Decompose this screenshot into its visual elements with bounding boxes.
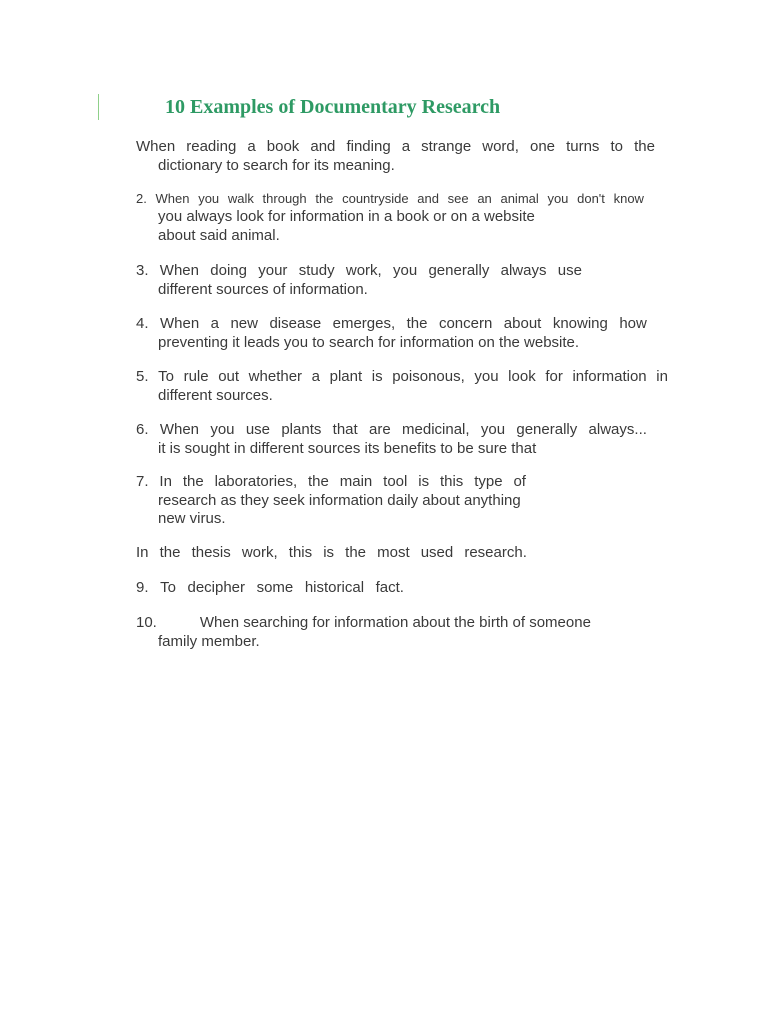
word: rule: [183, 368, 209, 385]
list-item: [136, 315, 647, 352]
list-item: [136, 544, 527, 563]
word: doing: [210, 262, 247, 279]
word: most: [377, 544, 410, 561]
word: countryside: [342, 191, 409, 206]
word: When: [155, 191, 190, 206]
word: one: [529, 138, 556, 155]
word: tool: [383, 473, 408, 490]
word: type: [474, 473, 503, 490]
word: of: [513, 473, 526, 490]
item-text: [136, 614, 591, 633]
word: and: [310, 138, 336, 155]
word: 5.: [136, 368, 149, 385]
word: your: [258, 262, 288, 279]
item-text: [136, 368, 668, 387]
item-text: [136, 579, 404, 598]
word: disease: [269, 315, 322, 332]
word: 2.: [136, 191, 147, 206]
word: work,: [345, 262, 382, 279]
item-first-line: When searching for information about the birth of someone: [199, 614, 591, 631]
word: emerges,: [332, 315, 396, 332]
list-item: [136, 368, 668, 405]
word: whether: [248, 368, 303, 385]
word: you: [198, 191, 220, 206]
word: don't: [577, 191, 605, 206]
word: When: [159, 421, 200, 438]
list-item: [136, 262, 582, 299]
word: new: [230, 315, 258, 332]
word: a: [311, 368, 320, 385]
word: you: [474, 368, 499, 385]
list-item: [136, 138, 655, 175]
word: this: [439, 473, 464, 490]
word: always: [500, 262, 547, 279]
item-text: family member.: [158, 632, 260, 650]
item-text: different sources of information.: [158, 280, 368, 298]
word: that: [332, 421, 358, 438]
word: always...: [588, 421, 647, 438]
word: look: [508, 368, 536, 385]
item-text: [136, 473, 526, 492]
word: thesis: [191, 544, 231, 561]
word: the: [634, 138, 655, 155]
word: strange: [421, 138, 472, 155]
item-text: dictionary to search for its meaning.: [158, 156, 395, 174]
item-text: [136, 544, 527, 563]
word: knowing: [552, 315, 608, 332]
word: When: [159, 315, 200, 332]
word: to: [610, 138, 624, 155]
word: you: [392, 262, 418, 279]
item-text: about said animal.: [158, 226, 280, 244]
word: medicinal,: [402, 421, 470, 438]
word: 3.: [136, 262, 149, 279]
word: is: [371, 368, 383, 385]
word: 4.: [136, 315, 149, 332]
word: the: [182, 473, 204, 490]
word: a: [210, 315, 219, 332]
word: generally: [516, 421, 578, 438]
word: you: [210, 421, 235, 438]
word: research.: [464, 544, 527, 561]
word: you: [547, 191, 569, 206]
word: finding: [346, 138, 391, 155]
word: is: [323, 544, 335, 561]
word: concern: [438, 315, 493, 332]
word: plant: [329, 368, 363, 385]
word: about: [503, 315, 542, 332]
item-text: it is sought in different sources its benefits to be sure that: [158, 439, 537, 457]
word: 6.: [136, 421, 149, 438]
item-number: 10.: [136, 614, 157, 631]
word: the: [308, 473, 329, 490]
word: for: [545, 368, 563, 385]
word: poisonous,: [392, 368, 465, 385]
word: fact.: [375, 579, 404, 596]
word: To: [160, 579, 176, 596]
word: work,: [241, 544, 278, 561]
word: through: [262, 191, 307, 206]
item-text: [136, 138, 655, 157]
list-item: [136, 614, 591, 651]
word: and: [417, 191, 439, 206]
word: information: [572, 368, 647, 385]
word: an: [477, 191, 492, 206]
word: used: [420, 544, 454, 561]
word: When: [136, 138, 176, 155]
word: see: [447, 191, 469, 206]
page-title: 10 Examples of Documentary Research: [165, 96, 501, 118]
word: main: [339, 473, 373, 490]
word: the: [159, 544, 181, 561]
item-text: [136, 190, 644, 208]
word: the: [345, 544, 367, 561]
word: book: [266, 138, 300, 155]
word: some: [256, 579, 294, 596]
word: When: [159, 262, 199, 279]
word: To: [158, 368, 174, 385]
word: know: [613, 191, 644, 206]
word: generally: [428, 262, 490, 279]
word: in: [656, 368, 668, 385]
word: turns: [566, 138, 600, 155]
item-text: [136, 315, 647, 334]
item-text: [136, 262, 582, 281]
list-item: [136, 579, 404, 598]
word: you: [480, 421, 506, 438]
word: walk: [227, 191, 254, 206]
word: reading: [186, 138, 237, 155]
word: the: [406, 315, 428, 332]
word: In: [136, 544, 149, 561]
word: decipher: [187, 579, 246, 596]
item-text: preventing it leads you to search for information on the website.: [158, 333, 580, 351]
word: how: [619, 315, 647, 332]
word: are: [369, 421, 391, 438]
word: use: [557, 262, 582, 279]
word: 9.: [136, 579, 149, 596]
word: word,: [482, 138, 519, 155]
word: this: [288, 544, 313, 561]
item-text: new virus.: [158, 510, 226, 527]
item-text: you always look for information in a book or on a website: [158, 208, 535, 225]
word: 7.: [136, 473, 149, 490]
word: out: [218, 368, 240, 385]
item-text: [136, 421, 647, 440]
list-item: [136, 190, 644, 245]
list-item: [136, 421, 647, 458]
word: a: [247, 138, 256, 155]
word: plants: [281, 421, 322, 438]
word: In: [159, 473, 172, 490]
word: animal: [500, 191, 539, 206]
word: the: [315, 191, 334, 206]
word: study: [298, 262, 335, 279]
word: laboratories,: [214, 473, 298, 490]
word: a: [401, 138, 411, 155]
accent-bar: [98, 94, 99, 120]
item-text: research as they seek information daily about anything: [158, 491, 521, 509]
word: use: [245, 421, 271, 438]
list-item: [136, 473, 526, 529]
item-text: different sources.: [158, 386, 273, 404]
word: is: [418, 473, 430, 490]
word: historical: [304, 579, 365, 596]
